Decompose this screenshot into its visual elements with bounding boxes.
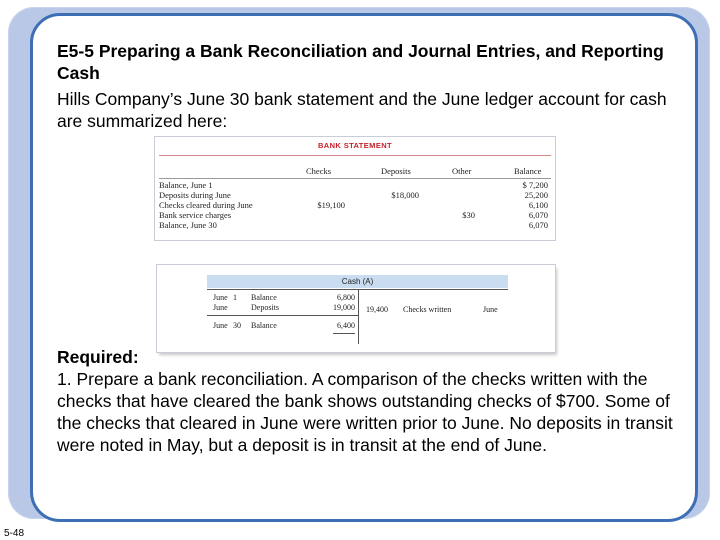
exercise-heading: E5-5 Preparing a Bank Reconciliation and Journal Entries, and Reporting Cash — [57, 41, 664, 83]
row-balance: 6,070 — [528, 210, 548, 220]
row-description: Checks cleared during June — [159, 200, 253, 210]
table-row — [159, 190, 555, 200]
t-account-center-rule — [358, 289, 359, 344]
col-header-balance: Balance — [514, 166, 542, 176]
entry-month: June — [213, 321, 228, 330]
row-description: Bank service charges — [159, 210, 232, 220]
row-description: Balance, June 1 — [159, 180, 213, 190]
row-description: Deposits during June — [159, 190, 231, 200]
row-balance: 25,200 — [524, 190, 548, 200]
t-account-total-rule — [207, 315, 358, 316]
entry-month: June — [213, 303, 228, 312]
table-row — [159, 210, 555, 220]
entry-description: Balance — [251, 321, 277, 330]
entry-description: Deposits — [251, 303, 279, 312]
entry-day: 1 — [233, 293, 237, 302]
exercise-intro: Hills Company’s June 30 bank statement and the June ledger account for cash are summarized here: — [57, 89, 667, 131]
required-label: Required: — [57, 347, 139, 367]
row-description: Balance, June 30 — [159, 220, 217, 230]
row-balance: 6,100 — [528, 200, 548, 210]
bank-title-rule — [159, 155, 551, 156]
entry-amount: 6,400 — [337, 321, 355, 330]
credit-description: Checks written — [403, 305, 452, 314]
bank-statement — [155, 137, 555, 240]
row-balance: $ 7,200 — [522, 180, 548, 190]
cash-title-bar — [207, 275, 508, 288]
col-header-deposits: Deposits — [381, 166, 411, 176]
slide-number: 5-48 — [4, 528, 25, 539]
table-row — [159, 220, 555, 230]
table-row — [159, 200, 555, 210]
entry-description: Balance — [251, 293, 277, 302]
cash-t-account — [157, 265, 555, 352]
row-deposits: $18,000 — [391, 190, 419, 200]
table-row — [159, 180, 555, 190]
required-section — [57, 346, 677, 456]
credit-amount: 19,400 — [366, 305, 388, 314]
cash-account-title: Cash (A) — [341, 277, 374, 286]
entry-month: June — [213, 293, 228, 302]
col-header-checks: Checks — [306, 166, 332, 176]
balance-underline — [333, 333, 355, 334]
bank-statement-title: BANK STATEMENT — [317, 141, 393, 150]
bank-header-rule — [159, 178, 551, 179]
credit-month: June — [483, 305, 498, 314]
row-other: $30 — [462, 210, 475, 220]
row-checks: $19,100 — [317, 200, 345, 210]
entry-amount: 6,800 — [337, 293, 355, 302]
row-balance: 6,070 — [528, 220, 548, 230]
col-header-other: Other — [452, 166, 472, 176]
required-text: 1. Prepare a bank reconciliation. A comparison of the checks written with the checks that have cleared the bank shows outstanding checks of $700. Some of the checks that cleared in June were written prior to June. No deposits in transit were noted in May, but a deposit is in transit at the end of June. — [57, 369, 673, 455]
entry-amount: 19,000 — [333, 303, 355, 312]
entry-day: 30 — [233, 321, 241, 330]
